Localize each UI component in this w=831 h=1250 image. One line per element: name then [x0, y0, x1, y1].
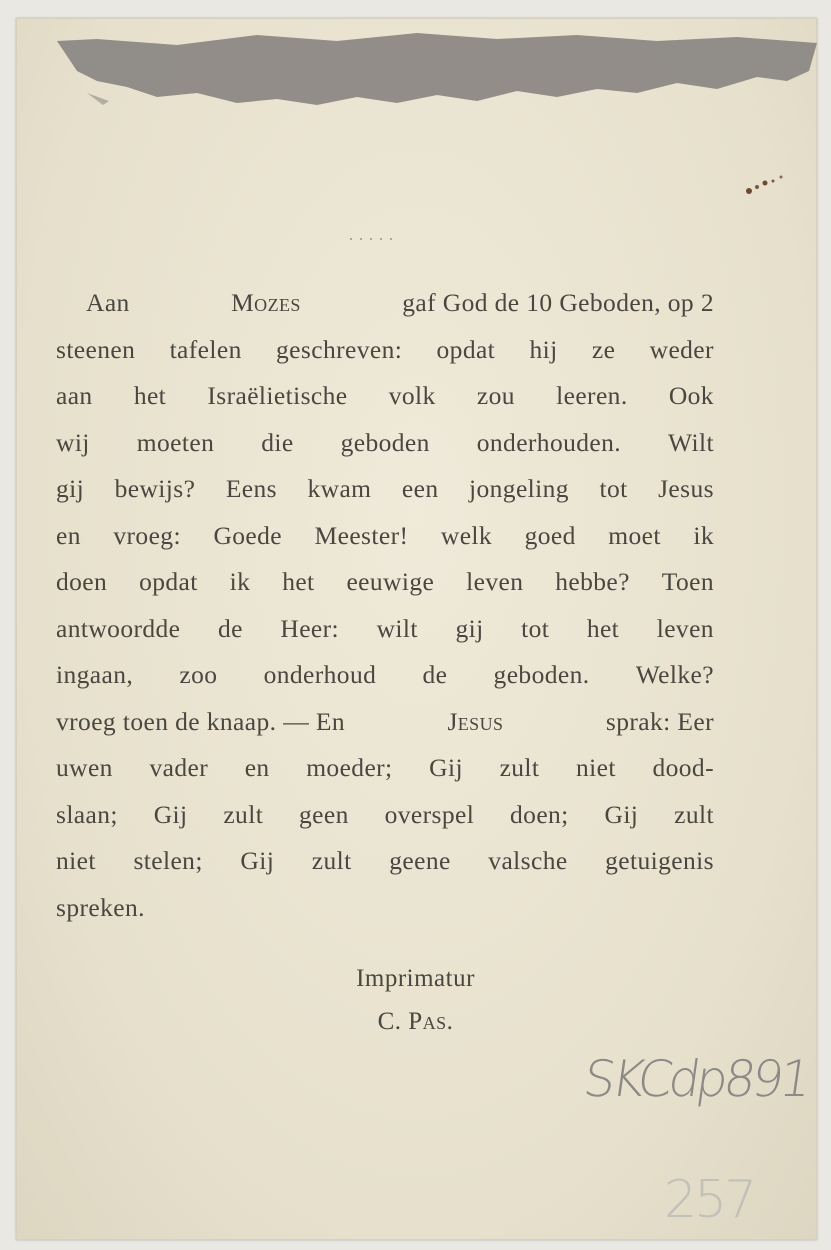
word: zoo — [179, 660, 218, 689]
text-line — [56, 652, 714, 699]
word: de — [422, 660, 448, 689]
text-line — [56, 838, 714, 885]
word: ik — [693, 520, 714, 550]
word: Ook — [668, 381, 714, 410]
word: opdat — [139, 567, 198, 596]
word: Eens — [225, 474, 277, 503]
word: vroeg: — [113, 520, 181, 550]
word: Goede — [213, 520, 283, 550]
word: valsche — [488, 846, 568, 875]
name-jesus: Jesus — [447, 706, 504, 736]
pencil-catalog-number: SKCdp891 — [579, 1050, 812, 1108]
word: kwam — [307, 474, 372, 503]
word: weder — [649, 334, 714, 364]
word: getuigenis — [605, 846, 714, 875]
word: Heer: — [280, 613, 340, 643]
word: leven — [656, 613, 714, 643]
word: gij — [455, 613, 484, 643]
word: tot — [521, 613, 550, 643]
word: en — [244, 753, 270, 782]
word: Meester! — [314, 520, 409, 550]
word: onderhouden. — [476, 427, 622, 457]
word: uwen — [56, 753, 113, 782]
word: gij — [56, 474, 85, 503]
word: Gij — [429, 753, 463, 782]
commandments-text — [56, 280, 714, 931]
word: Gij — [240, 846, 275, 875]
word: doen — [56, 567, 108, 596]
text-line — [56, 745, 714, 792]
word: eeuwige — [346, 567, 435, 596]
word: Toen — [661, 567, 714, 596]
text-line — [56, 513, 714, 560]
word: onderhoud — [263, 660, 377, 689]
word: zult — [223, 799, 264, 829]
word: zult — [499, 753, 540, 782]
word: de — [217, 613, 243, 643]
word: dood- — [652, 753, 714, 782]
word: niet — [56, 846, 96, 875]
word: moeten — [136, 427, 215, 457]
word: hij — [529, 334, 558, 364]
word: moeder; — [306, 753, 393, 782]
word: slaan; — [56, 799, 118, 829]
word: en — [56, 520, 81, 550]
word: leeren. — [556, 381, 628, 410]
text-line — [56, 606, 714, 653]
word: zou — [476, 381, 515, 410]
word: ik — [229, 567, 251, 596]
word: tafelen — [169, 334, 242, 364]
word: geboden. — [493, 660, 590, 689]
faint-ornament — [345, 235, 395, 243]
word: geene — [389, 846, 451, 875]
text-line: Aan Mozes gaf God de 10 Geboden, op 2 — [56, 280, 714, 327]
word: steenen — [56, 334, 136, 364]
torn-tape-strip — [57, 31, 817, 111]
word: Welke? — [635, 660, 714, 689]
stain-specks — [739, 175, 789, 205]
text-line: spreken. — [56, 892, 145, 922]
text-line — [56, 559, 714, 606]
word: Wilt — [668, 427, 714, 457]
word: Gij — [604, 799, 639, 829]
word: welk — [440, 520, 493, 550]
word: ze — [591, 334, 616, 364]
text-line: vroeg toen de knaap. — En Jesus sprak: Eer — [56, 699, 714, 746]
word: wilt — [376, 613, 418, 643]
word: bewijs? — [114, 474, 196, 503]
word: het — [282, 567, 315, 596]
word: aan — [56, 381, 93, 410]
name-mozes: Mozes — [231, 288, 301, 317]
imprimatur-label: Imprimatur — [356, 965, 475, 992]
imprimatur-name: C. Pas. — [377, 1008, 454, 1035]
word: goed — [524, 520, 576, 550]
word: tot — [599, 474, 628, 503]
text-line — [56, 792, 714, 839]
word: het — [133, 381, 167, 410]
word: geschreven: — [276, 334, 403, 364]
word: zult — [674, 799, 714, 829]
word: geen — [299, 799, 349, 829]
pencil-page-number: 257 — [664, 1170, 755, 1230]
word: hebbe? — [555, 567, 630, 596]
word: overspel — [384, 799, 475, 829]
word: opdat — [436, 334, 496, 364]
word: zult — [311, 846, 352, 875]
word: jongeling — [469, 474, 569, 503]
word: geboden — [340, 427, 430, 457]
word: niet — [576, 753, 616, 782]
word: die — [261, 427, 294, 457]
text-line — [56, 466, 714, 513]
word: ingaan, — [56, 660, 134, 689]
word: antwoordde — [56, 613, 181, 643]
word: wij — [56, 427, 90, 457]
word: Jesus — [658, 474, 714, 503]
text-line — [56, 373, 714, 420]
text-line — [56, 327, 714, 374]
word: moet — [608, 520, 661, 550]
word: leven — [466, 567, 524, 596]
word: stelen; — [133, 846, 203, 875]
word: vader — [149, 753, 209, 782]
word: doen; — [510, 799, 569, 829]
word: het — [586, 613, 620, 643]
word: Israëlietische — [207, 381, 348, 410]
word: een — [401, 474, 439, 503]
word: volk — [388, 381, 436, 410]
text-line — [56, 420, 714, 467]
word: Gij — [153, 799, 188, 829]
